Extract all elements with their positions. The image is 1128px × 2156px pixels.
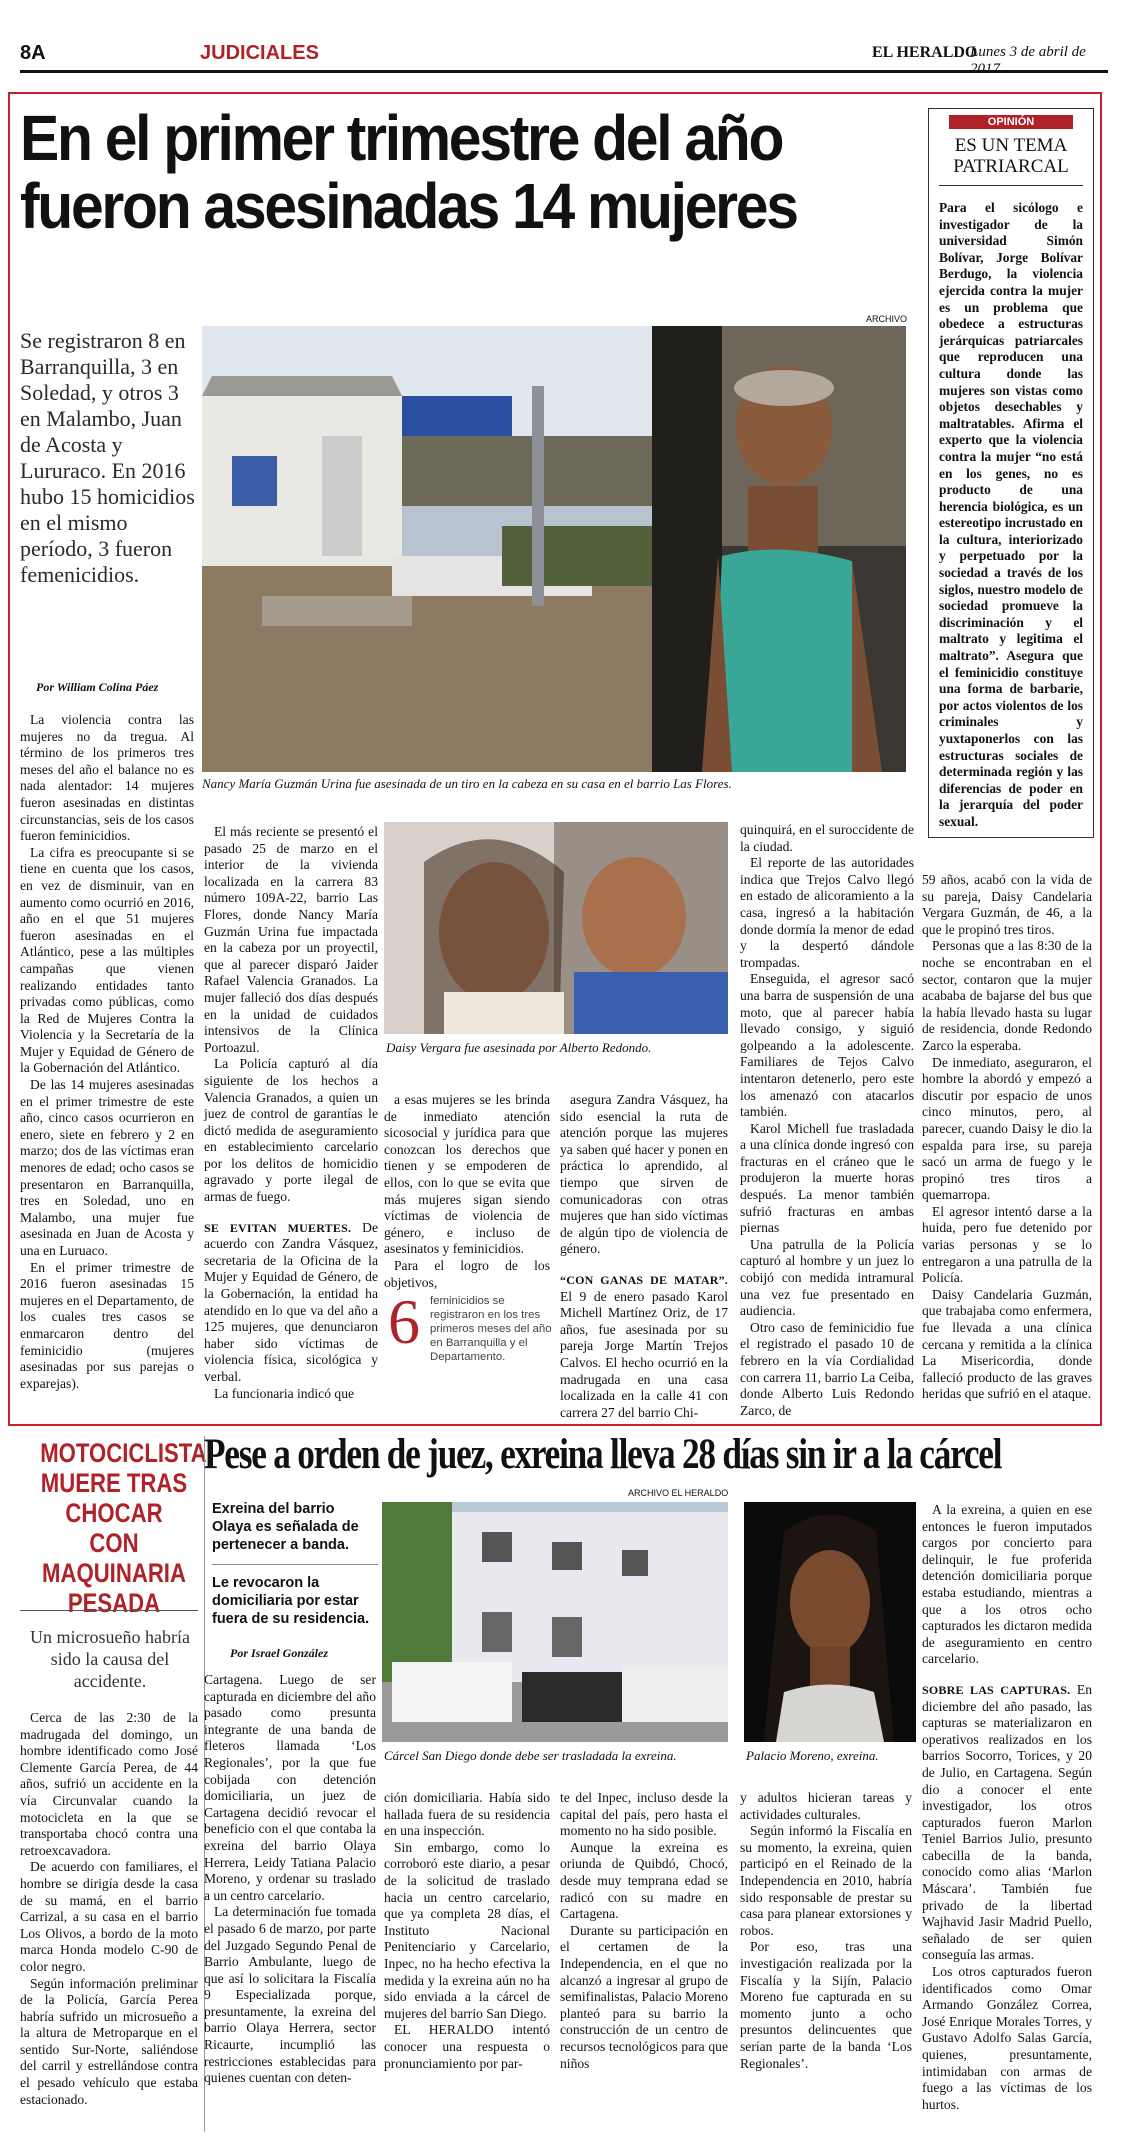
second-col-e xyxy=(922,1502,1092,2113)
photo-house-scene xyxy=(202,326,652,772)
section-name: JUDICIALES xyxy=(200,42,319,64)
second-col-b xyxy=(384,1790,550,2072)
paragraph: 59 años, acabó con la vida de su pareja, Daisy Candelaria Vergara Guzmán, de 46, a la que le propinó tres tiros. xyxy=(922,872,1092,937)
second-col-a xyxy=(204,1672,376,2087)
paragraph: Otro caso de feminicidio fue el registrado el pasado 10 de febrero en la vía Cordialidad con carrera 11, barrio La Ceiba, donde Alberto Luis Redondo Zarco, de xyxy=(740,1319,914,1418)
main-deck: Se registraron 8 en Barranquilla, 3 en Soledad, y otros 3 en Malambo, Juan de Acosta y Lururaco. En 2016 hubo 15 homicidios en el mismo período, 3 fueron femenicidios. xyxy=(20,328,195,587)
paragraph: El 9 de enero pasado Karol Michell Martínez Oriz, de 17 años, fue asesinada por su pareja Jorge Martín Trejos Calvos. El hecho ocurrió en la madrugada en una casa localizada en la calle 41 con carrera 27 del barrio Chi- xyxy=(560,1288,728,1420)
paragraph: La funcionaria indicó que xyxy=(214,1385,355,1401)
paragraph: EL HERALDO intentó conocer una respuesta o pronunciamiento por par- xyxy=(384,2022,550,2071)
subhead-con-ganas: “CON GANAS DE MATAR”. xyxy=(560,1272,728,1287)
paragraph: Durante su participación en el certamen de la Independencia, en el que no alcanzó a ingresar al grupo de semifinalistas, Palacio Moreno planteó para su barrio la construcción de un centro de recursos tecnológicos para que niños xyxy=(560,1922,728,2071)
paragraph: La Policía capturó al día siguiente de los hechos a Valencia Granados, a quien un juez de control de garantías le dictó medida de aseguramiento en establecimiento carcelario por los delitos de homicidio agravado y porte ilegal de armas de fuego. xyxy=(204,1056,378,1205)
second-byline: Por Israel González xyxy=(230,1646,329,1660)
paper-name: EL HERALDO xyxy=(872,44,978,61)
paragraph: ción domiciliaria. Había sido hallada fuera de su residencia en una inspección. xyxy=(384,1790,550,1839)
headline-line-1: En el primer trimestre del año xyxy=(20,102,783,174)
second-deck-rule xyxy=(212,1564,378,1565)
paragraph: En el primer trimestre de 2016 fueron asesinadas 15 mujeres en el Departamento, de los cuales tres casos se enmarcaron dentro del feminicidio (mujeres asesinadas por sus parejas o exparejas). xyxy=(20,1259,194,1391)
paragraph: y adultos hicieran tareas y actividades culturales. xyxy=(740,1790,912,1822)
side-headline: MOTOCICLISTA MUERE TRAS CHOCAR CON MAQUINARIA PESADA xyxy=(40,1438,207,1618)
paragraph: Enseguida, el agresor sacó una barra de suspensión de una moto, que al parecer había llevado consigo, y siguió golpeando a la adolescente. Familiares de Tejos Calvo intentaron detenerlo, pero este los amenazó con atacarlos también. xyxy=(740,971,914,1120)
paragraph: De inmediato, aseguraron, el hombre la abordó y empezó a discutir por espacio de unos cinco minutos, pero, al parecer, cuando Daisy le dio la espalda para irse, su pareja sacó un arma de fuego y le propinó tres tiros a quemarropa. xyxy=(922,1054,1092,1203)
second-photo-credit: ARCHIVO EL HERALDO xyxy=(628,1488,729,1498)
paragraph: Personas que a las 8:30 de la noche se encontraban en el sector, contaron que la mujer acababa de bajarse del bus que la había llevado hasta su lugar de residencia, donde Redondo Zarco la esperaba. xyxy=(922,938,1092,1053)
masthead xyxy=(20,40,1108,77)
paragraph: La determinación fue tomada el pasado 6 de marzo, por parte del Juzgado Segundo Penal de Barrio Ambulante, luego de que así lo solicitara la Fiscalía 9 Especializada porque, presuntamente, la exreina del barrio Olaya Herrera, sector Ricaurte, incumplió las restricciones establecidas para quienes cuentan con deten- xyxy=(204,1904,376,2086)
side-deck: Un microsueño habría sido la causa del accidente. xyxy=(30,1627,190,1691)
side-rule xyxy=(20,1610,198,1611)
paragraph: Cerca de las 2:30 de la madrugada del domingo, un hombre identificado como José Clemente García Perea, de 44 años, sufrió un accidente en la vía Circunvalar cuando la motocicleta en la que se transportaba chocó contra una retroexcavadora. xyxy=(20,1710,198,1858)
opinion-label: OPINIÓN xyxy=(949,115,1073,129)
photo2-caption: Daisy Vergara fue asesinada por Alberto Redondo. xyxy=(386,1040,652,1055)
paragraph: De las 14 mujeres asesinadas en el primer trimestre de este año, cinco casos ocurrieron en enero, siete en febrero y 2 en marzo; dos de las víctimas eran menores de edad; ocho casos se presentaron en Barranquilla, tres en Soledad, uno en Malambo, una mujer fue asesinada en Juan de Acosta y una en Luruaco. xyxy=(20,1077,194,1258)
pull-quote xyxy=(384,1288,556,1382)
opinion-box xyxy=(928,108,1094,838)
photo-daisy-couple xyxy=(384,822,728,1034)
second-caption-2: Palacio Moreno, exreina. xyxy=(746,1748,879,1763)
paragraph: quinquirá, en el suroccidente de la ciudad. xyxy=(740,822,914,854)
photo-carcel-san-diego xyxy=(382,1502,728,1742)
paragraph: El más reciente se presentó el pasado 25 de marzo en el interior de la vivienda localizada en la carrera 83 número 109A-22, barrio Las Flores, donde Nancy María Guzmán Urina fue impactada en la cabeza por un proyectil, que al parecer disparó Jaider Rafael Valencia Granados. La mujer falleció dos días después en la unidad de cuidados intensivos de la Clínica Portoazul. xyxy=(204,824,378,1055)
paragraph: Karol Michell fue trasladada a una clínica donde ingresó con fracturas en el cráneo que le produjeron la muerte horas después. La menor también sufrió fracturas en ambas piernas xyxy=(740,1120,914,1236)
paragraph: asegura Zandra Vásquez, ha sido esencial la ruta de atención porque las mujeres ya saben qué hacer y ponen en práctica lo aprendido, al tiempo que sirven de comunicadoras con otras mujeres que han sido víctimas de algún tipo de violencia de género. xyxy=(560,1092,728,1257)
paragraph: En diciembre del año pasado, las capturas se materializaron en operativos realizados en los barrios Socorro, Torices, y 20 de Julio, en Cartagena. Según dio a conocer el ente investigador, los otros capturados fueron Marlon Teniel Barrios Julio, presunto cabecilla de la banda, conocido como alias ‘Marlon Máscara’. También fue privado de la libertad Wajhavid Jasir Madrid Puello, señalado de ser quien conseguía las armas. xyxy=(922,1681,1092,1963)
pull-number: 6 xyxy=(388,1286,420,1357)
main-col-6 xyxy=(922,872,1092,1403)
main-col-5 xyxy=(740,822,914,1419)
main-col-1 xyxy=(20,712,194,1392)
paragraph: Sin embargo, como lo corroboró este diario, a pesar de la solicitud de traslado hacia un centro carcelario, que ya completa 28 días, el Instituto Nacional Penitenciario y Carcelario, Inpec, no ha hecho efectiva la medida y la exreina aún no ha sido enviada a la cárcel de mujeres del barrio San Diego. xyxy=(384,1839,550,2021)
main-col-3 xyxy=(384,1092,550,1291)
paragraph: La cifra es preocupante si se tiene en cuenta que los casos, en vez de disminuir, van en aumento como ocurrió en 2016, año en el que 51 mujeres fueron asesinadas en el Atlántico, pese a las múltiples campañas que vienen realizando entidades tanto privadas como públicas, como la Red de Mujeres Contra la Violencia y la Secretaría de la Mujer y Equidad de Género de la Gobernación del Atlántico. xyxy=(20,844,194,1076)
second-col-d xyxy=(740,1790,912,2072)
main-headline xyxy=(20,104,830,240)
paragraph: Daisy Candelaria Guzmán, que trabajaba como enfermera, fue llevada a una clínica cercana y remitida a la clínica La Misericordia, donde falleció producto de las graves heridas que sufrió en el ataque. xyxy=(922,1286,1092,1402)
pull-text: feminicidios se registraron en los tres primeros meses del año en Barranquilla y el Departamento. xyxy=(430,1295,552,1363)
second-headline: Pese a orden de juez, exreina lleva 28 días sin ir a la cárcel xyxy=(204,1431,1002,1478)
second-col-c xyxy=(560,1790,728,2072)
main-col-2 xyxy=(204,824,378,1402)
paragraph: De acuerdo con Zandra Vásquez, secretaria de la Oficina de la Mujer y Equidad de Género, de la Gobernación, la entidad ha atendido en lo que va del año a 125 mujeres, que denunciaron haber sido víctimas de violencia física, sicológica y verbal. xyxy=(204,1219,378,1384)
paragraph: De acuerdo con familiares, el hombre se dirigía desde la casa de su mamá, en el barrio Carrizal, a su casa en el barrio Los Olivos, a bordo de la moto marca Honda modelo C-90 de color negro. xyxy=(20,1859,198,1974)
subhead-sobre-capturas: SOBRE LAS CAPTURAS. xyxy=(922,1682,1071,1697)
paragraph: El reporte de las autoridades indica que Trejos Calvo llegó en estado de alicoramiento a la casa, ingresó a la habitación donde dormía la menor de edad y la despertó dándole trompadas. xyxy=(740,855,914,970)
side-body xyxy=(20,1710,198,2108)
paragraph: Cartagena. Luego de ser capturada en diciembre del año pasado como presunta integrante de una banda de fleteros llamada ‘Los Regionales’, por la que fue cobijada con detención domiciliaria, un juez de Cartagena decidió revocar el beneficio con el que contaba la exreina del barrio Olaya Herrera, Leidy Tatiana Palacio Moreno, y ordenar su traslado a un centro carcelario. xyxy=(204,1672,376,1903)
paragraph: te del Inpec, incluso desde la capital del país, pero hasta el momento no ha sido posible. xyxy=(560,1790,728,1839)
paragraph: Según informó la Fiscalía en su momento, la exreina, quien participó en el Reinado de la Independencia en 2010, habría sido responsable de prestar su casa para planear extorsiones y robos. xyxy=(740,1823,912,1938)
photo1-caption: Nancy María Guzmán Urina fue asesinada de un tiro en la cabeza en su casa en el barrio Las Flores. xyxy=(202,776,732,791)
main-col-4 xyxy=(560,1092,728,1421)
paragraph: El agresor intentó darse a la huida, pero fue detenido por varias personas y se lo entregaron a una patrulla de la Policía. xyxy=(922,1203,1092,1286)
paragraph: Aunque la exreina es oriunda de Quibdó, Chocó, desde muy temprana edad se radicó con su madre en Cartagena. xyxy=(560,1839,728,1922)
photo-nancy-portrait xyxy=(652,326,906,772)
issue-date: Lunes 3 de abril de 2017 xyxy=(970,44,1086,77)
second-deck-1: Exreina del barrio Olaya es señalada de pertenecer a banda. xyxy=(212,1501,359,1553)
second-caption-1: Cárcel San Diego donde debe ser trasladada la exreina. xyxy=(384,1748,677,1763)
paragraph: Los otros capturados fueron identificados como Omar Armando González Correa, José Enrique Morales Torres, y Gustavo Adolfo Salas García, quienes, presuntamente, intimidaban con armas de fuego a las víctimas de los hurtos. xyxy=(922,1964,1092,2112)
photo-credit: ARCHIVO xyxy=(866,314,908,324)
photo-palacio-moreno xyxy=(744,1502,916,1742)
paragraph: Una patrulla de la Policía capturó al hombre y un juez lo cobijó con medida intramural una vez fue presentado en audiencia. xyxy=(740,1236,914,1319)
paragraph: A la exreina, a quien en ese entonces le fueron imputados cargos por concierto para delinquir, le fue proferida detención domiciliaria porque estaba estudiando, mientras a que a los otros ocho capturados les dictaron medida de aseguramiento en centro carcelario. xyxy=(922,1502,1092,1667)
page-number: 8A xyxy=(20,42,46,64)
paragraph: La violencia contra las mujeres no da tregua. Al término de los primeros tres meses del año el balance no es nada alentador: 14 mujeres fueron asesinadas en distintas circunstancias, seis de los casos fueron feminicidios. xyxy=(20,712,194,844)
opinion-title: ES UN TEMA PATRIARCAL xyxy=(939,135,1083,186)
paragraph: Por eso, tras una investigación realizada por la Fiscalía y la Sijín, Palacio Moreno fue capturada en su momento junto a ocho presuntos delincuentes que serían parte de la banda ‘Los Regionales’. xyxy=(740,1939,912,2071)
headline-line-2: fueron asesinadas 14 mujeres xyxy=(20,170,797,242)
opinion-body: Para el sicólogo e investigador de la universidad Simón Bolívar, Jorge Bolívar Berdugo, la violencia ejercida contra la mujer es un problema que obedece a estructuras jerárquicas patriarcales que reproducen una cultura donde las mujeres son vistas como objetos desechables y maltratables. Afirma el experto que la violencia contra la mujer “no está en los genes, no es producto de una herencia biológica, es un estereotipo incrustado en la cultura, interiorizado y perpetuado por la sociedad a través de los siglos, nuestro modelo de sociedad promueve la discriminación y el maltrato y legitima el maltrato”. Asegura que el feminicidio constituye una forma de barbarie, por actos violentos de los criminales y yuxtaponerlos con las estructuras sociales de determinada región y las diferencias de poder en la jerarquía del poder sexual. xyxy=(939,200,1083,829)
main-byline: Por William Colina Páez xyxy=(36,680,159,694)
paragraph: a esas mujeres se les brinda de inmediato atención sicosocial y jurídica para que conozcan los derechos que tienen y se empoderen de ellos, con lo que se evita que más mujeres sigan siendo víctimas de violencia de género, e incluso de asesinatos y feminicidios. xyxy=(384,1092,550,1257)
paragraph: Para el logro de los objetivos, xyxy=(384,1257,550,1290)
paragraph: Según información preliminar de la Policía, García Perea habría sufrido un microsueño a la altura de Metroparque en el sentido Sur-Norte, saliéndose del carril y estrellándose contra el pesado vehículo que estaba estacionado. xyxy=(20,1975,198,2107)
second-deck-2: Le revocaron la domiciliaria por estar fuera de su residencia. xyxy=(212,1575,370,1627)
subhead-se-evitan: SE EVITAN MUERTES. xyxy=(204,1220,352,1235)
